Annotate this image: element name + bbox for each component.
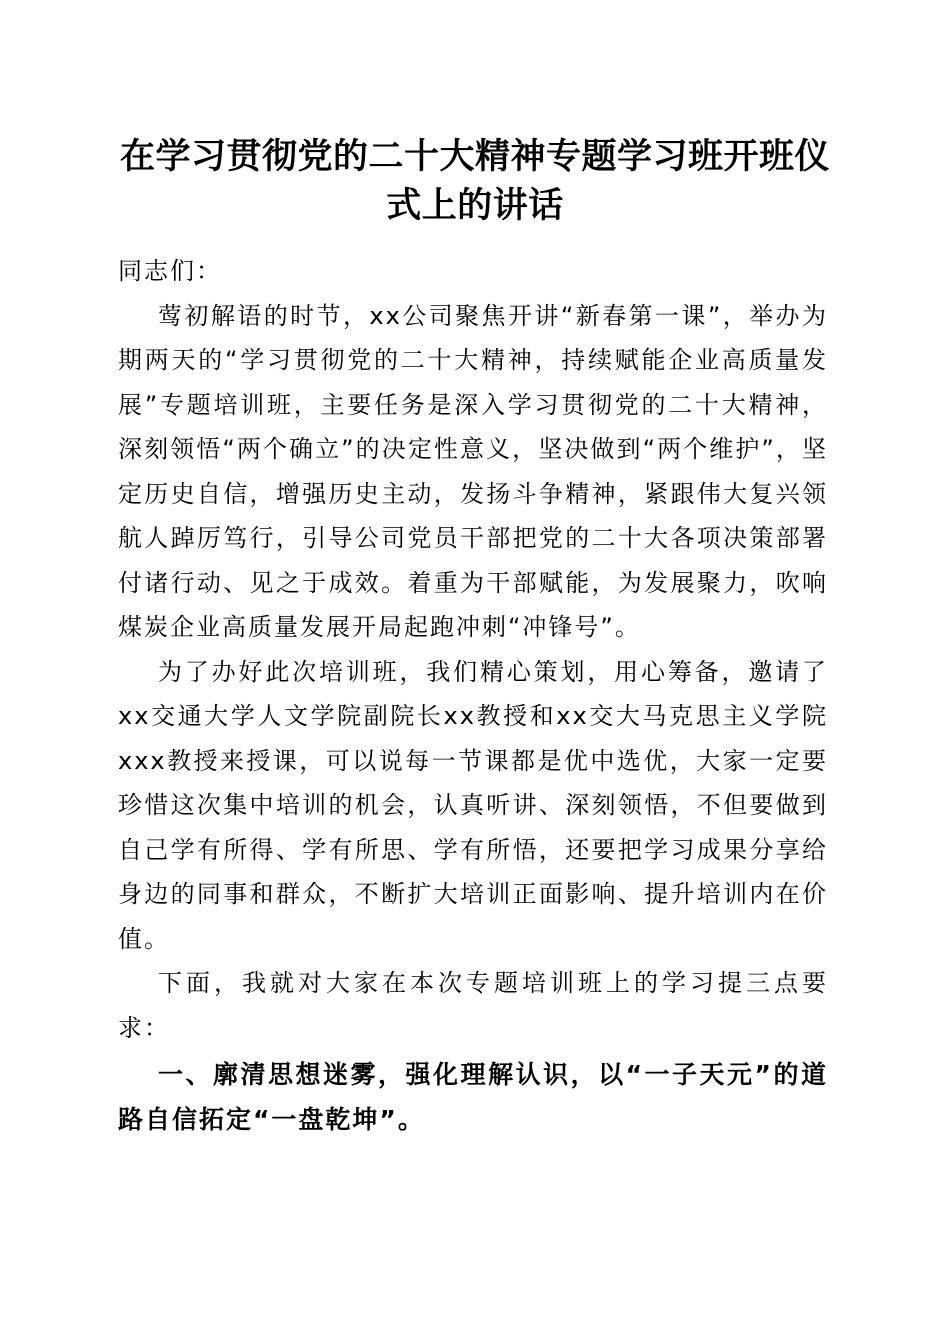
section-heading-1: 一、廓清思想迷雾，强化理解认识，以“一子天元”的道路自信拓定“一盘乾坤”。 [118, 1060, 828, 1134]
paragraph-training-preparation: 为了办好此次培训班，我们精心策划，用心筹备，邀请了xx交通大学人文学院副院长xx教授和xx交大马克思主义学院xxx教授来授课，可以说每一节课都是优中选优，大家一定要珍惜这次集中培训的机会，认真听讲、深刻领悟，不但要做到自己学有所得、学有所思、学有所悟，还要把学习成果分享给身边的同事和群众，不断扩大培训正面影响、提升培训内在价值。 [118, 657, 828, 953]
document-body [118, 249, 828, 1142]
paragraph-opening: 莺初解语的时节，xx公司聚焦开讲“新春第一课”，举办为期两天的“学习贯彻党的二十大精神，持续赋能企业高质量发展”专题培训班，主要任务是深入学习贯彻党的二十大精神，深刻领悟“两个确立”的决定性意义，坚决做到“两个维护”，坚定历史自信，增强历史主动，发扬斗争精神，紧跟伟大复兴领航人踔厉笃行，引导公司党员干部把党的二十大各项决策部署付诸行动、见之于成效。着重为干部赋能，为发展聚力，吹响煤炭企业高质量发展开局起跑冲刺“冲锋号”。 [118, 301, 828, 641]
document-title: 在学习贯彻党的二十大精神专题学习班开班仪式上的讲话 [119, 136, 830, 226]
paragraph-requirements-intro: 下面，我就对大家在本次专题培训班上的学习提三点要求： [118, 969, 828, 1042]
salutation: 同志们： [118, 257, 222, 285]
